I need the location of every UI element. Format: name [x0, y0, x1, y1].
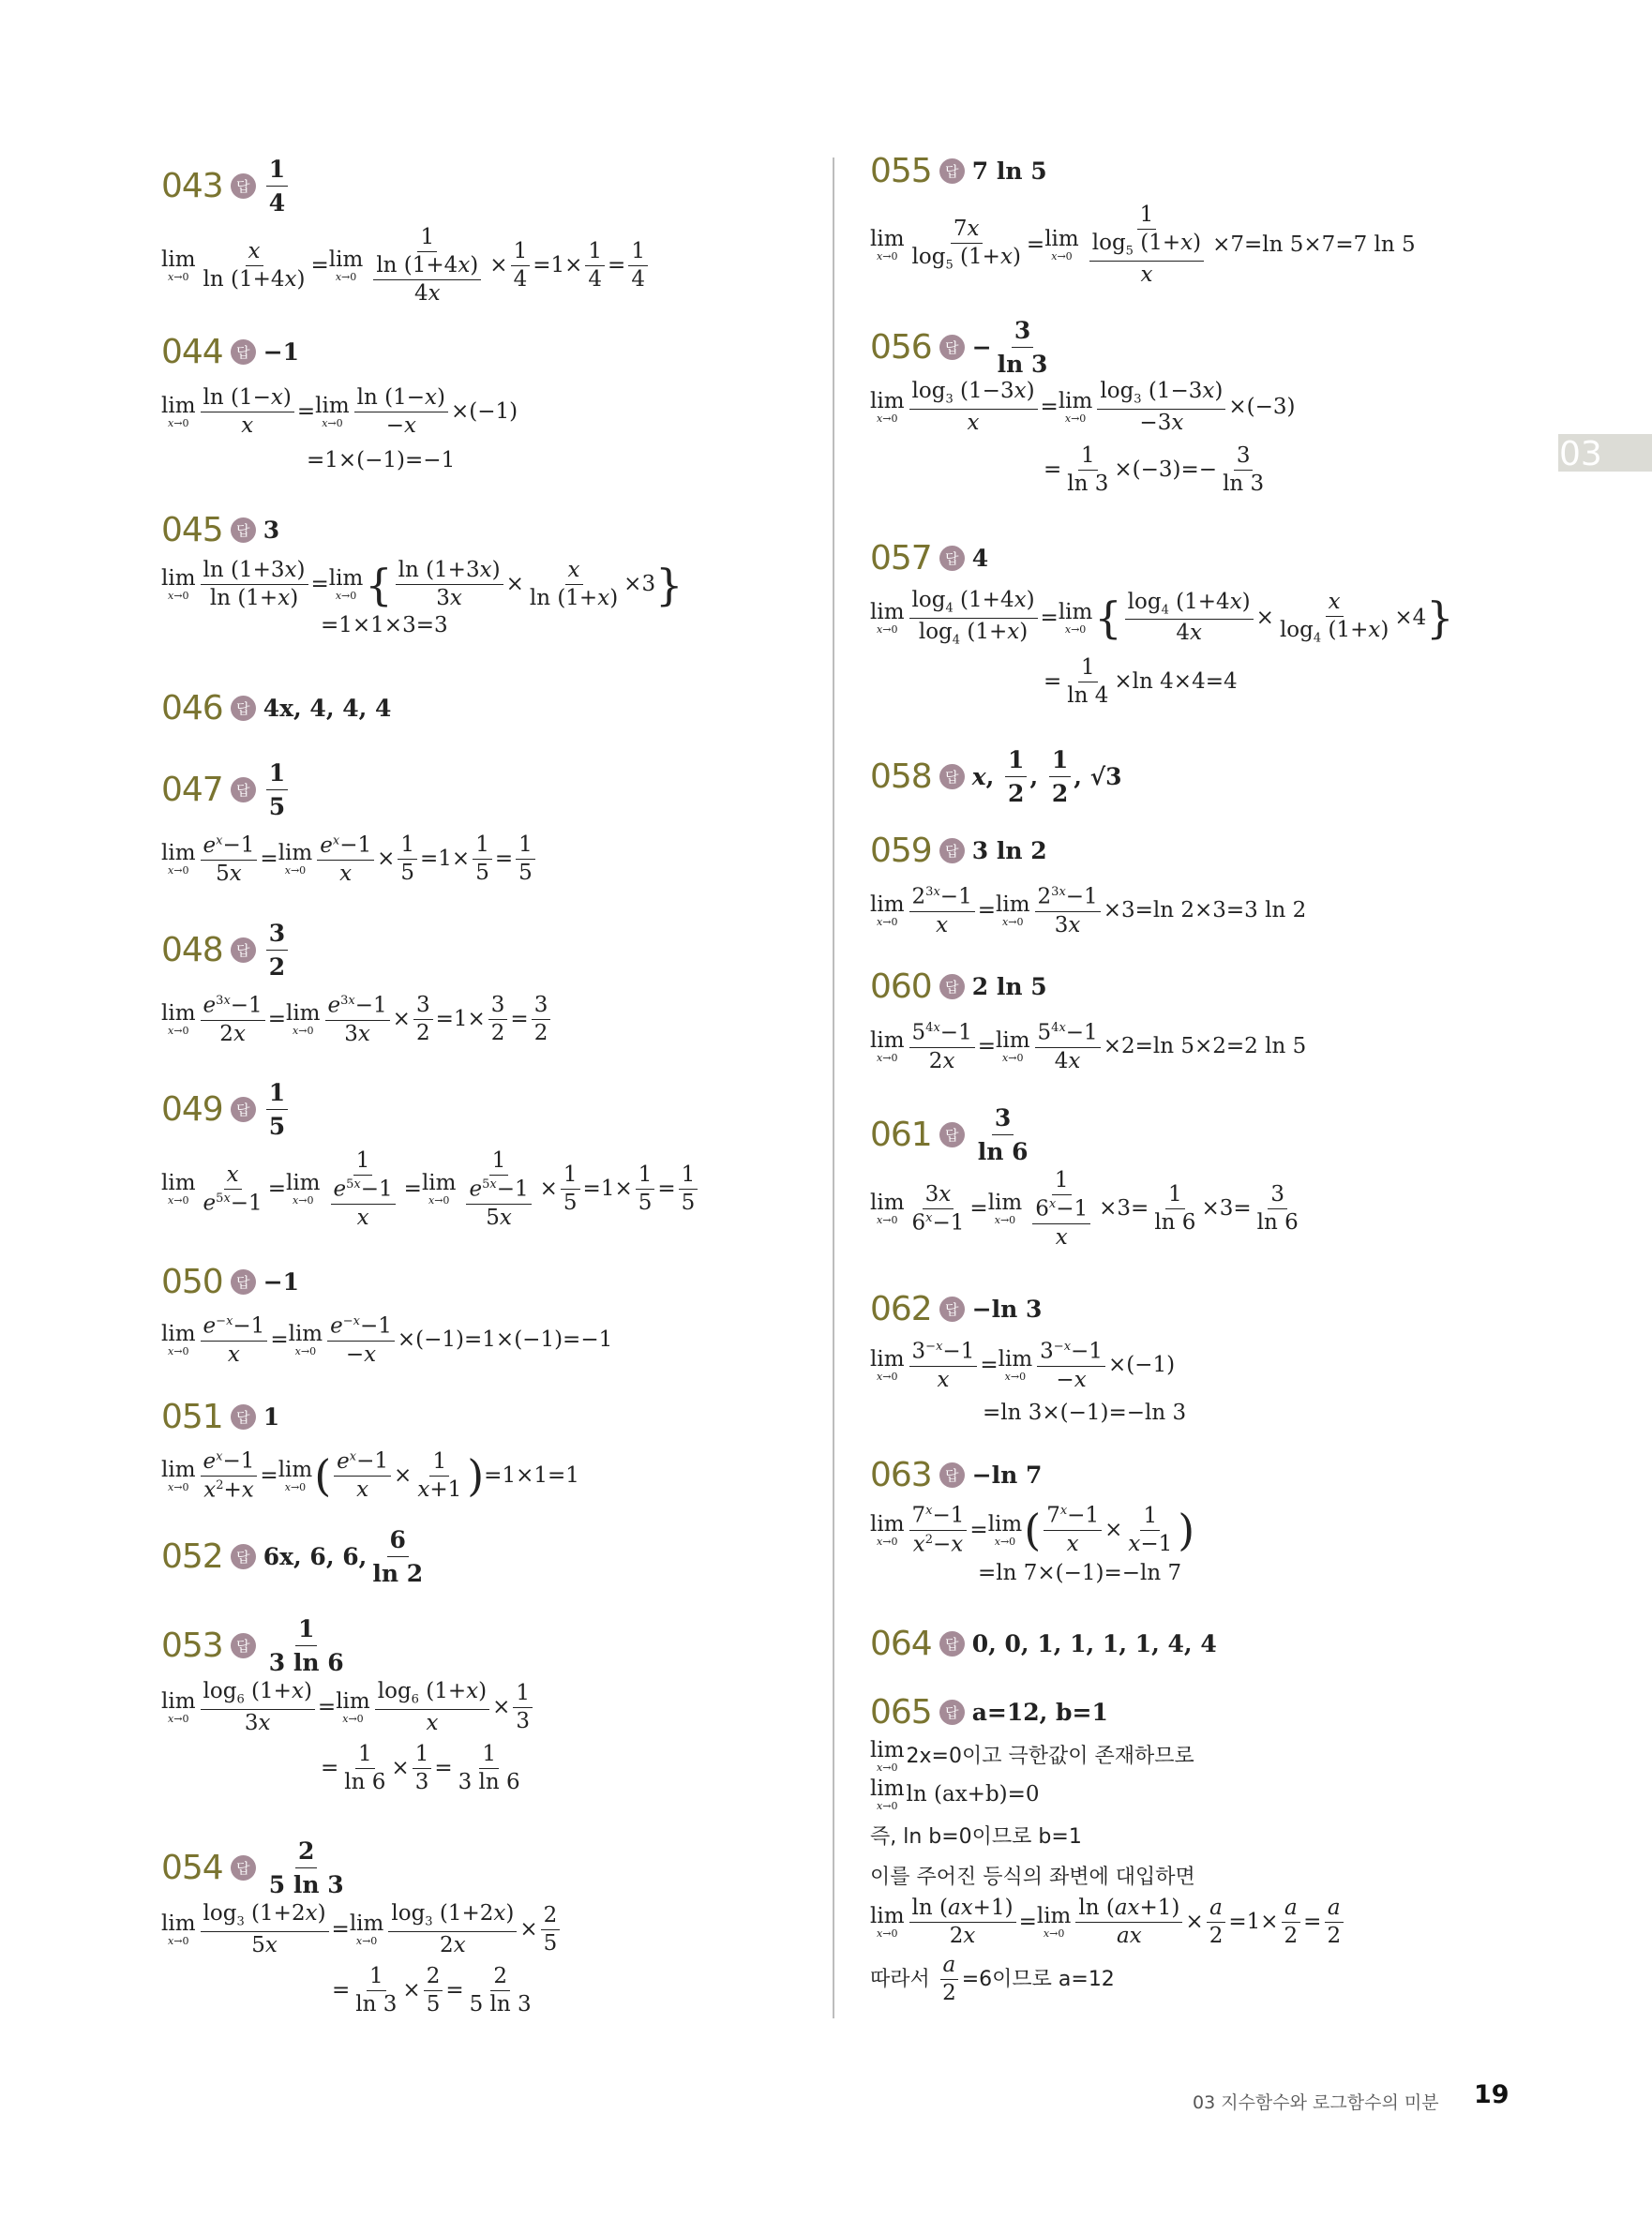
solution: lim x→0 $\frac{x}{\ln (1+4x)}$ = lim x→0 $\frac{1}{\frac{\ln (1+4x)}{4x}}$ × $\frac{1}{4}$ =1× $\frac{1}{4}$ = $\frac{1}{4}$: [161, 227, 651, 305]
problem-number: 058: [870, 757, 932, 796]
problem-043: [161, 157, 651, 305]
solution-line-4: 이를 주어진 등식의 좌변에 대입하면: [870, 1866, 1195, 1889]
answer: 3 ln 2: [971, 836, 1047, 864]
answer: $\frac{3}{2}$: [263, 920, 291, 981]
problem-059: [870, 822, 1306, 937]
solution-line: =1×1×3=3: [321, 613, 448, 637]
problem-number: 060: [870, 967, 932, 1006]
problem-055: [870, 142, 1416, 286]
problem-044: [161, 323, 518, 472]
footer-chapter: 03 지수함수와 로그함수의 미분: [1193, 2092, 1439, 2113]
answer: $\frac{1}{3 \ln 6}$: [268, 1614, 344, 1676]
answer: − $\frac{3}{\ln 3}$: [971, 316, 1048, 378]
problem-064: [870, 1615, 1217, 1672]
problem-048: [161, 919, 553, 1046]
solution-line-1: lim x→0 2x=0이고 극한값이 존재하므로: [870, 1738, 1194, 1774]
problem-number: 063: [870, 1455, 932, 1494]
answer-badge: 답: [231, 339, 256, 365]
solution: lim x→0 $\frac{e^x-1}{x^2+x}$ = lim x→0 ( $\frac{e^x-1}{x}$ × $\frac{1}{x+1}$ ) =1×1=1: [161, 1448, 579, 1503]
answer: $\frac{3}{\ln 6}$: [977, 1103, 1029, 1165]
answer-badge: 답: [939, 838, 965, 863]
problem-number: 051: [161, 1397, 223, 1436]
solution: lim x→0 $\frac{3x}{6^x-1}$ = lim x→0 $\frac{1}{\frac{6^x-1}{x}}$ ×3= $\frac{1}{\ln 6}$ ×3= $\frac{3}{\ln 6}$: [870, 1168, 1299, 1250]
answer: −ln 3: [971, 1295, 1043, 1323]
solution: lim x→0 $\frac{e^{3x}-1}{2x}$ = lim x→0 $\frac{e^{3x}-1}{3x}$ × $\frac{3}{2}$ =1× $\frac{3}{2}$ = $\frac{3}{2}$: [161, 995, 553, 1045]
answer-badge: 답: [231, 1855, 256, 1881]
answer-badge: 답: [231, 173, 256, 199]
answer-badge: 답: [231, 517, 256, 543]
answer: $\frac{1}{4}$: [263, 156, 291, 217]
solution: lim x→0 $\frac{\ln (1-x)}{x}$ = lim x→0 $\frac{\ln (1-x)}{-x}$ ×(−1): [161, 385, 518, 438]
answer: $\frac{2}{5 \ln 3}$: [268, 1837, 344, 1898]
solution: lim x→0 $\frac{\log_3 (1+2x)}{5x}$ = lim x→0 $\frac{\log_3 (1+2x)}{2x}$ × $\frac{2}{5}$: [161, 1903, 563, 1957]
answer: 6x, 6, 6,: [263, 1542, 368, 1570]
answer-badge: 답: [231, 1269, 256, 1295]
problem-number: 061: [870, 1115, 932, 1154]
problem-058: [870, 745, 1122, 807]
answer-badge: 답: [939, 1462, 965, 1488]
answer-badge: 답: [231, 1633, 256, 1658]
answer-badge: 답: [939, 974, 965, 999]
answer-badge: 답: [231, 1544, 256, 1569]
answer-badge: 답: [939, 546, 965, 571]
solution-line: =ln 7×(−1)=−ln 7: [978, 1561, 1182, 1586]
answer-badge: 답: [231, 937, 256, 963]
answer: a=12, b=1: [971, 1698, 1108, 1726]
answer: −ln 7: [971, 1461, 1043, 1489]
solution-line: = $\frac{1}{\ln 3}$ × $\frac{2}{5}$ = $\frac{2}{5 \ln 3}$: [332, 1963, 532, 2017]
problem-065: [870, 1684, 1346, 2004]
problem-number: 046: [161, 688, 223, 727]
problem-053: [161, 1614, 535, 1794]
problem-number: 050: [161, 1262, 223, 1301]
problem-052: [161, 1525, 428, 1587]
answer: 7 ln 5: [971, 157, 1047, 185]
answer-badge: 답: [231, 1097, 256, 1122]
problem-number: 065: [870, 1692, 932, 1732]
solution-line: = $\frac{1}{\ln 6}$ × $\frac{1}{3}$ = $\frac{1}{3 \ln 6}$: [321, 1741, 520, 1794]
problem-050: [161, 1253, 612, 1366]
text-line: ln (ax+b)=0: [906, 1782, 1040, 1807]
problem-049: [161, 1078, 700, 1230]
solution: lim x→0 $\frac{5^{4x}-1}{2x}$ = lim x→0 $\frac{5^{4x}-1}{4x}$ ×2=ln 5×2=2 ln 5: [870, 1020, 1307, 1073]
answer: −1: [263, 337, 300, 366]
answer-fraction: $\frac{6}{\ln 2}$: [372, 1525, 424, 1587]
solution: lim x→0 $\frac{x}{e^{5x}-1}$ = lim x→0 $\frac{1}{\frac{e^{5x}-1}{x}}$ = lim x→0 $\frac{1}{\frac{e^{5x}-1}{5x}}$ × $\frac{1}{5}$ =1× $\frac{1}{5}$ = $\frac{1}{5}$: [161, 1150, 700, 1229]
problem-063: [870, 1447, 1194, 1584]
solution-line: =1×(−1)=−1: [307, 448, 456, 472]
answer: x , $\frac{1}{2}$ , $\frac{1}{2}$ , √3: [971, 745, 1122, 807]
answer: $\frac{1}{5}$: [263, 759, 291, 820]
problem-number: 043: [161, 166, 223, 205]
answer-badge: 답: [939, 158, 965, 184]
answer-badge: 답: [231, 777, 256, 802]
answer: 3: [263, 516, 280, 544]
solution: lim x→0 $\frac{e^x-1}{5x}$ = lim x→0 $\frac{e^x-1}{x}$ × $\frac{1}{5}$ =1× $\frac{1}{5}$ = $\frac{1}{5}$: [161, 834, 538, 885]
problem-061: [870, 1103, 1304, 1250]
problem-number: 054: [161, 1848, 223, 1887]
solution-line-5: lim x→0 $\frac{\ln (ax+1)}{2x}$ = lim x→0 $\frac{\ln (ax+1)}{ax}$ × $\frac{a}{2}$ =1× $\frac{a}{2}$ = $\frac{a}{2}$: [870, 1897, 1346, 1947]
problem-number: 062: [870, 1289, 932, 1328]
column-divider: [833, 157, 834, 2018]
answer-badge: 답: [939, 1631, 965, 1657]
problem-number: 059: [870, 831, 932, 870]
text-line: 2x=0이고 극한값이 존재하므로: [906, 1744, 1194, 1768]
problem-054: [161, 1839, 563, 2016]
solution-line-6: 따라서 $\frac{a}{2}$ =6이므로 a=12: [870, 1953, 1115, 2005]
problem-057: [870, 530, 1454, 707]
answer: 2 ln 5: [971, 972, 1047, 1000]
chapter-tab-label: 03: [1559, 435, 1602, 473]
problem-046: [161, 680, 391, 736]
answer-badge: 답: [939, 1297, 965, 1322]
problem-number: 049: [161, 1089, 223, 1129]
answer-badge: 답: [939, 335, 965, 360]
problem-047: [161, 758, 538, 886]
solution-line: =ln 3×(−1)=−ln 3: [983, 1400, 1187, 1425]
answer-badge: 답: [939, 1122, 965, 1147]
solution-line: = $\frac{1}{\ln 3}$ ×(−3)=− $\frac{3}{\ln 3}$: [1044, 442, 1265, 496]
problem-045: [161, 502, 683, 637]
solution: lim x→0 $\frac{\ln (1+3x)}{\ln (1+x)}$ = lim x→0 { $\frac{\ln (1+3x)}{3x}$ × $\frac{x}{\ln (1+x)}$ ×3 }: [161, 558, 683, 610]
problem-number: 047: [161, 770, 223, 809]
answer-badge: 답: [231, 696, 256, 721]
problem-number: 055: [870, 151, 932, 190]
text-line: 따라서: [870, 1967, 930, 1991]
solution: lim x→0 $\frac{3^{-x}-1}{x}$ = lim x→0 $\frac{3^{-x}-1}{-x}$ ×(−1): [870, 1339, 1176, 1392]
problem-number: 052: [161, 1537, 223, 1576]
solution-line-3: 즉, ln b=0이므로 b=1: [870, 1825, 1082, 1849]
solution-line: = $\frac{1}{\ln 4}$ ×ln 4×4=4: [1044, 655, 1238, 709]
solution: lim x→0 $\frac{e^{-x}-1}{x}$ = lim x→0 $\frac{e^{-x}-1}{-x}$ ×(−1)=1×(−1)=−1: [161, 1313, 613, 1367]
problem-number: 045: [161, 510, 223, 549]
solution-line-2: lim x→0 ln (ax+b)=0: [870, 1777, 1040, 1812]
solution: lim x→0 $\frac{2^{3x}-1}{x}$ = lim x→0 $\frac{2^{3x}-1}{3x}$ ×3=ln 2×3=3 ln 2: [870, 884, 1307, 937]
problem-number: 044: [161, 332, 223, 371]
problem-056: [870, 316, 1296, 496]
answer-badge: 답: [231, 1404, 256, 1430]
problem-051: [161, 1388, 579, 1501]
answer: 1: [263, 1402, 280, 1431]
solution: lim x→0 $\frac{\log_3 (1-3x)}{x}$ = lim x→0 $\frac{\log_3 (1-3x)}{-3x}$ ×(−3): [870, 379, 1296, 435]
answer: $\frac{1}{5}$: [263, 1079, 291, 1140]
answer: 4: [971, 544, 989, 572]
solution: lim x→0 $\frac{\log_6 (1+x)}{3x}$ = lim x→0 $\frac{\log_6 (1+x)}{x}$ × $\frac{1}{3}$: [161, 1681, 535, 1734]
problem-number: 053: [161, 1626, 223, 1665]
problem-060: [870, 958, 1306, 1072]
problem-number: 057: [870, 538, 932, 577]
solution: lim x→0 $\frac{7^x-1}{x^2-x}$ = lim x→0 ( $\frac{7^x-1}{x}$ × $\frac{1}{x-1}$ ): [870, 1503, 1195, 1557]
answer: −1: [263, 1267, 300, 1296]
problem-number: 048: [161, 930, 223, 969]
answer: 0, 0, 1, 1, 1, 1, 4, 4: [971, 1629, 1217, 1657]
page-number: 19: [1474, 2080, 1509, 2109]
text-line: =6이므로 a=12: [961, 1967, 1115, 1991]
solution: lim x→0 $\frac{7x}{\log_5 (1+x)}$ = lim x→0 $\frac{1}{\frac{\log_5 (1+x)}{x}}$ ×7=ln 5×7=7 ln 5: [870, 202, 1416, 287]
answer-badge: 답: [939, 764, 965, 789]
answer: 4x, 4, 4, 4: [263, 694, 392, 722]
problem-number: 064: [870, 1624, 932, 1663]
answer-badge: 답: [939, 1700, 965, 1725]
problem-number: 056: [870, 327, 932, 367]
problem-062: [870, 1281, 1186, 1424]
solution: lim x→0 $\frac{\log_4 (1+4x)}{\log_4 (1+x)}$ = lim x→0 { $\frac{\log_4 (1+4x)}{4x}$ × $\frac{x}{\log_4 (1+x)}$ ×4 }: [870, 588, 1454, 648]
